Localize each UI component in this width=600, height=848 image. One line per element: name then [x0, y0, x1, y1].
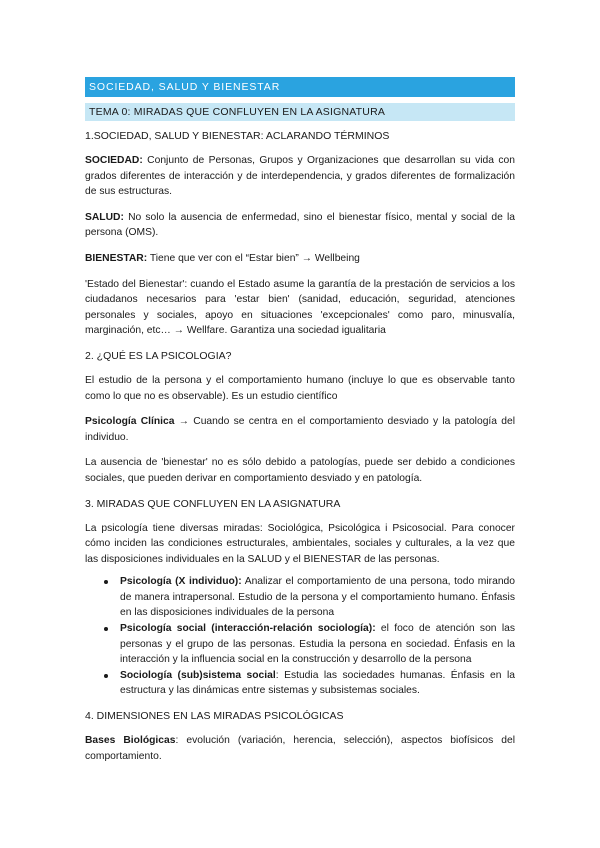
- list-item: [85, 621, 515, 668]
- miradas-intro: La psicología tiene diversas miradas: Sociológica, Psicológica i Psicosocial. Para conocer cómo inciden las condiciones estructurales, ambientales, sociales y culturales, a la vez que las disposiciones individuales en la SALUD y el BIENESTAR de las personas.: [85, 522, 515, 565]
- bullet-icon: [104, 674, 108, 678]
- bienestar-term: BIENESTAR:: [85, 252, 148, 264]
- sociedad-term: SOCIEDAD:: [85, 155, 143, 166]
- bullet-text: el foco de atención son las personas y el grupo de las personas. Estudia la persona en sociedad. Énfasis en la interacción y la influencia social en la construcción y desarrollo de la persona: [120, 623, 515, 666]
- salud-term: SALUD:: [85, 211, 124, 223]
- topic-banner: TEMA 0: MIRADAS QUE CONFLUYEN EN LA ASIGNATURA: [85, 103, 515, 121]
- bases-biologicas-definition: [85, 733, 515, 764]
- bullet-icon: [104, 627, 108, 631]
- sociedad-text: Conjunto de Personas, Grupos y Organizaciones que desarrollan su vida con grados diferentes de interacción y de interdependencia, y grados diferentes de formalización de sus estructuras.: [85, 155, 515, 198]
- bases-text: : evolución (variación, herencia, selección), aspectos biofísicos del comportamiento.: [85, 735, 515, 762]
- section-1-heading: 1.SOCIEDAD, SALUD Y BIENESTAR: ACLARANDO TÉRMINOS: [85, 130, 390, 142]
- bases-term: Bases Biológicas: [85, 735, 176, 747]
- bienestar-definition: [85, 251, 515, 267]
- bullet-term: Psicología (X individuo):: [120, 576, 242, 588]
- miradas-list: [85, 574, 515, 699]
- document-page: [85, 77, 515, 764]
- bienestar-text: Tiene que ver con el “Estar bien” → Wellbeing: [147, 252, 360, 264]
- ausencia-paragraph: La ausencia de 'bienestar' no es sólo debido a patologías, puede ser debido a condiciones sociales, que pueden derivar en comportamiento desviado y en patología.: [85, 457, 515, 484]
- section-4-heading: 4. DIMENSIONES EN LAS MIRADAS PSICOLÓGICAS: [85, 710, 344, 723]
- sociedad-definition: [85, 153, 515, 200]
- section-2-heading: 2. ¿QUÉ ES LA PSICOLOGIA?: [85, 349, 232, 362]
- salud-definition: [85, 210, 515, 241]
- list-item: [85, 574, 515, 621]
- salud-text: No solo la ausencia de enfermedad, sino el bienestar físico, mental y social de la persona (OMS).: [85, 211, 515, 239]
- clinica-text: → Cuando se centra en el comportamiento desviado y la patología del individuo.: [85, 416, 515, 443]
- section-3-heading: 3. MIRADAS QUE CONFLUYEN EN LA ASIGNATURA: [85, 497, 341, 510]
- bullet-text: Analizar el comportamiento de una persona, todo mirando de manera intrapersonal. Estudio de la persona y el comportamiento humano. Énfasis en las disposiciones individuales de la persona: [120, 576, 516, 619]
- bullet-text: : Estudia las sociedades humanas. Énfasis en la estructura y las dinámicas entre sistemas y subsistemas sociales.: [120, 669, 515, 697]
- bullet-term: Sociología (sub)sistema social: [120, 669, 276, 681]
- bullet-term: Psicología social (interacción-relación sociología):: [120, 623, 376, 635]
- psicologia-intro: El estudio de la persona y el comportamiento humano (incluye lo que es observable tanto como lo que no es observable). Es un estudio científico: [85, 374, 515, 402]
- list-item: [85, 668, 515, 699]
- clinica-term: Psicología Clínica: [85, 416, 175, 428]
- bullet-icon: [104, 580, 108, 584]
- clinica-definition: [85, 414, 515, 445]
- estado-bienestar-paragraph: 'Estado del Bienestar': cuando el Estado asume la garantía de la prestación de servicios a los ciudadanos necesarios para 'estar bien' (sanidad, educación, seguridad, atenciones personales y sociales, apoyo en situaciones 'excepcionales' como paro, minusvalía, marginación, etc… → Wellfare. Garantiza una sociedad igualitaria: [85, 278, 515, 337]
- document-title-banner: SOCIEDAD, SALUD Y BIENESTAR: [85, 77, 515, 97]
